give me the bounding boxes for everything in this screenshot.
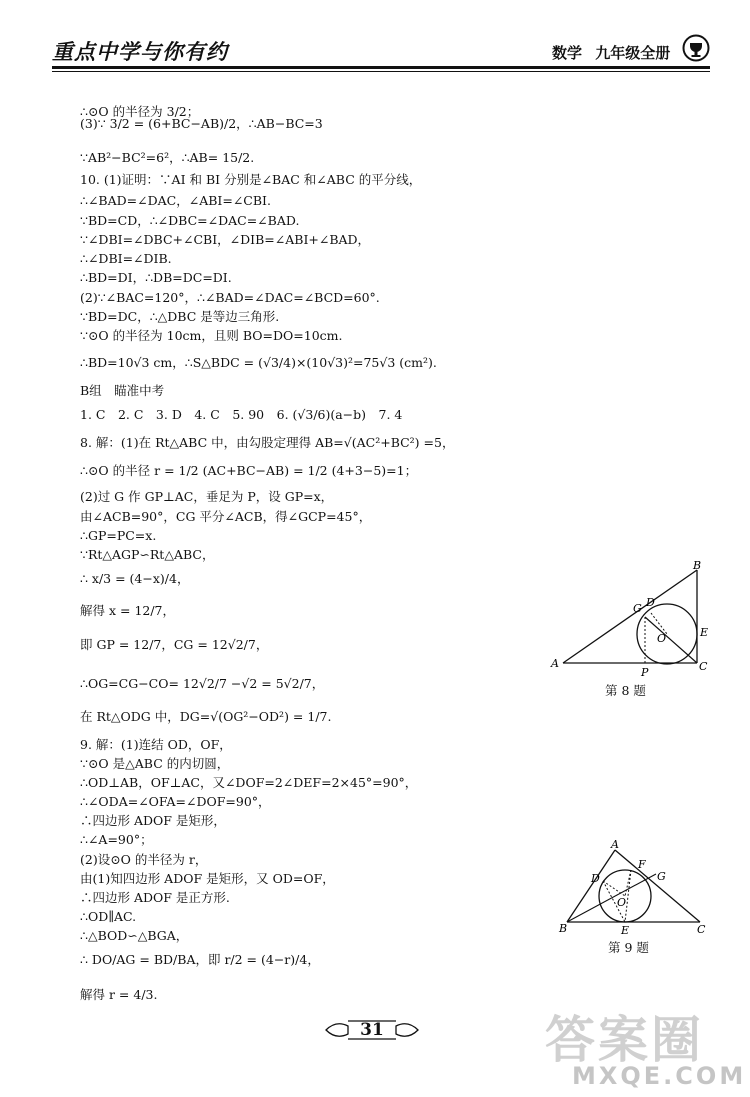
text-line: 解得 x = 12/7， bbox=[80, 603, 176, 618]
header-rule-thin bbox=[52, 71, 710, 72]
label-A: A bbox=[551, 657, 559, 670]
text-line: ∴四边形 ADOF 是矩形， bbox=[80, 813, 226, 828]
figure-8-caption: 第 8 题 bbox=[605, 683, 646, 698]
text-line: 在 Rt△ODG 中，DG=√(OG²−OD²) = 1/7. bbox=[80, 709, 332, 724]
text-line: (2)∵∠BAC=120°，∴∠BAD=∠DAC=∠BCD=60°. bbox=[80, 290, 380, 305]
text-line: 由(1)知四边形 ADOF 是矩形，又 OD=OF， bbox=[80, 871, 335, 886]
text-line: ∴BD=DI，∴DB=DC=DI. bbox=[80, 270, 232, 285]
text-line: ∵⊙O 是△ABC 的内切圆， bbox=[80, 756, 230, 771]
label-B: B bbox=[693, 560, 702, 572]
text-line: (2)过 G 作 GP⊥AC，垂足为 P，设 GP=x， bbox=[80, 489, 334, 504]
label-O: O bbox=[657, 632, 667, 645]
text-line: ∴OG=CG−CO= 12√2/7 −√2 = 5√2/7， bbox=[80, 676, 325, 691]
label-D: D bbox=[646, 596, 655, 609]
header-meta bbox=[552, 42, 678, 63]
text-line: 解得 r = 4/3. bbox=[80, 987, 158, 1002]
watermark-logo: 答案圈 bbox=[545, 1011, 704, 1069]
text-line: ∴△BOD∽△BGA， bbox=[80, 928, 189, 943]
label-D: D bbox=[591, 872, 600, 885]
label-E: E bbox=[621, 924, 630, 937]
text-line: ∵BD=CD，∴∠DBC=∠DAC=∠BAD. bbox=[80, 213, 300, 228]
page-number: 31 bbox=[360, 1020, 384, 1040]
text-line: ∴ x/3 = (4−x)/4， bbox=[80, 571, 190, 586]
text-line: 由∠ACB=90°，CG 平分∠ACB，得∠GCP=45°， bbox=[80, 509, 372, 524]
label-B: B bbox=[559, 922, 568, 935]
label-C: C bbox=[699, 660, 708, 673]
watermark-url: MXQE.COM bbox=[572, 1062, 747, 1090]
text-line: ∵⊙O 的半径为 10cm，且则 BO=DO=10cm. bbox=[80, 328, 343, 343]
text-line: (3)∵ 3/2 = (6+BC−AB)/2，∴AB−BC=3 bbox=[80, 116, 323, 131]
text-line: ∵AB²−BC²=6²，∴AB= 15/2. bbox=[80, 150, 255, 165]
label-F: F bbox=[638, 858, 646, 871]
label-O: O bbox=[617, 896, 627, 909]
text-line: 即 GP = 12/7，CG = 12√2/7， bbox=[80, 637, 269, 652]
text-line: ∴⊙O 的半径为 3/2； bbox=[80, 104, 200, 119]
grade-label: 九年级全册 bbox=[595, 44, 671, 62]
label-G: G bbox=[657, 870, 666, 883]
text-line: ∴ DO/AG = BD/BA，即 r/2 = (4−r)/4， bbox=[80, 952, 320, 967]
text-line: ∴∠ODA=∠OFA=∠DOF=90°， bbox=[80, 794, 271, 809]
series-logo: 重点中学与你有约 bbox=[52, 40, 228, 64]
section-heading: B组 瞄准中考 bbox=[80, 383, 165, 398]
text-line: (2)设⊙O 的半径为 r， bbox=[80, 852, 208, 867]
text-line: ∴⊙O 的半径 r = 1/2 (AC+BC−AB) = 1/2 (4+3−5)=1； bbox=[80, 463, 418, 478]
text-line: ∴BD=10√3 cm，∴S△BDC = (√3/4)×(10√3)²=75√3 (cm²). bbox=[80, 355, 437, 370]
page-number-badge bbox=[322, 1018, 422, 1042]
trophy-icon bbox=[682, 34, 710, 62]
header-rule bbox=[52, 66, 710, 69]
text-line: ∴∠A=90°； bbox=[80, 832, 153, 847]
figure-9 bbox=[555, 838, 715, 940]
text-line: ∴∠DBI=∠DIB. bbox=[80, 251, 172, 266]
text-line: ∴OD⊥AB，OF⊥AC，又∠DOF=2∠DEF=2×45°=90°， bbox=[80, 775, 418, 790]
label-E: E bbox=[700, 626, 709, 639]
label-P: P bbox=[641, 666, 649, 679]
text-line: 10. (1)证明：∵AI 和 BI 分别是∠BAC 和∠ABC 的平分线， bbox=[80, 172, 422, 187]
subject-label: 数学 bbox=[552, 44, 583, 62]
label-G: G bbox=[633, 602, 642, 615]
text-line: ∵BD=DC，∴△DBC 是等边三角形. bbox=[80, 309, 280, 324]
text-line: 9. 解：(1)连结 OD，OF， bbox=[80, 737, 232, 752]
figure-8 bbox=[545, 560, 715, 685]
figure-9-caption: 第 9 题 bbox=[608, 940, 649, 955]
label-A: A bbox=[611, 838, 619, 851]
text-line: ∴∠BAD=∠DAC，∠ABI=∠CBI. bbox=[80, 193, 271, 208]
text-line: ∴GP=PC=x. bbox=[80, 528, 157, 543]
text-line: ∴OD∥AC. bbox=[80, 909, 137, 924]
answers-line: 1. C 2. C 3. D 4. C 5. 90 6. (√3/6)(a−b) 7. 4 bbox=[80, 407, 403, 422]
text-line: ∵∠DBI=∠DBC+∠CBI，∠DIB=∠ABI+∠BAD， bbox=[80, 232, 371, 247]
label-C: C bbox=[697, 923, 706, 936]
text-line: 8. 解：(1)在 Rt△ABC 中，由勾股定理得 AB=√(AC²+BC²) =5， bbox=[80, 435, 455, 450]
text-line: ∵Rt△AGP∽Rt△ABC， bbox=[80, 547, 215, 562]
text-line: ∴四边形 ADOF 是正方形. bbox=[80, 890, 230, 905]
